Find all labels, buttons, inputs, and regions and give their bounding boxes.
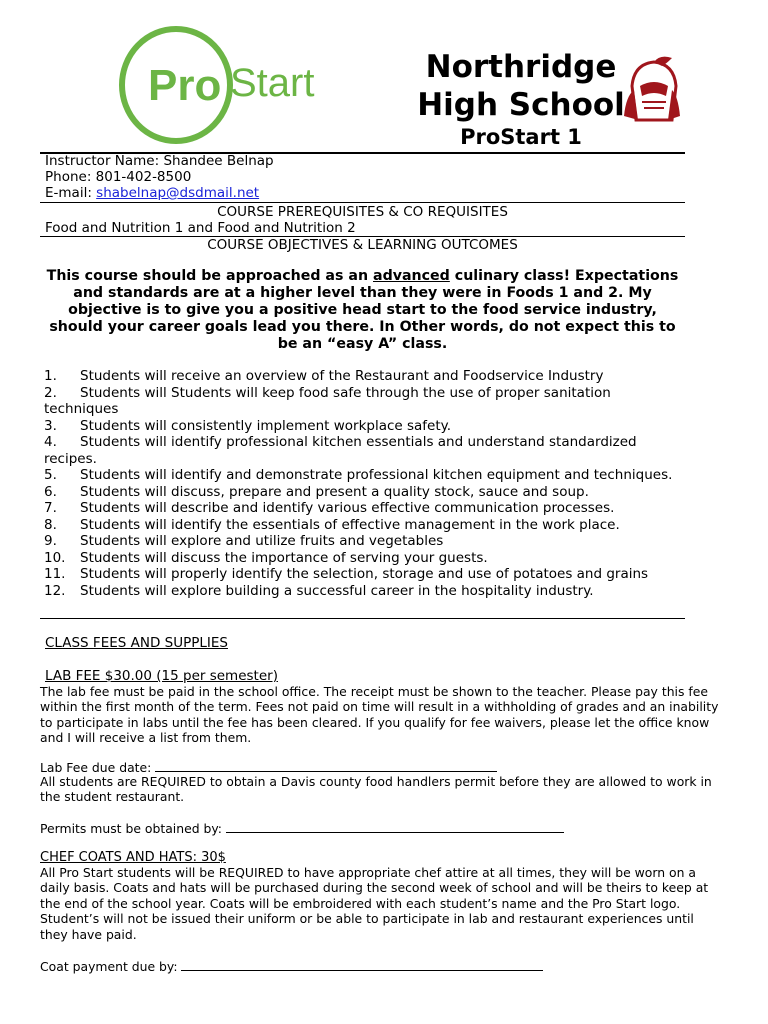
instructor-name: Instructor Name: Shandee Belnap bbox=[45, 153, 274, 169]
logo-start-text: Start bbox=[230, 61, 315, 105]
divider bbox=[40, 618, 685, 619]
knight-mascot-icon bbox=[620, 56, 684, 126]
objective-text: Students will discuss, prepare and present a quality stock, sauce and soup. bbox=[80, 483, 589, 500]
objectives-heading: COURSE OBJECTIVES & LEARNING OUTCOMES bbox=[207, 237, 518, 253]
email-link[interactable]: shabelnap@dsdmail.net bbox=[96, 185, 260, 201]
objective-text: Students will explore building a successful career in the hospitality industry. bbox=[80, 582, 594, 599]
coat-payment-blank bbox=[181, 958, 543, 971]
school-line-2: High School bbox=[417, 87, 625, 123]
objective-item bbox=[44, 385, 684, 418]
objective-number: 11. bbox=[44, 566, 66, 582]
school-title bbox=[404, 48, 638, 124]
objective-item bbox=[44, 517, 684, 534]
objective-item bbox=[44, 434, 684, 467]
intro-text: This course should be approached as an bbox=[46, 268, 373, 284]
objective-number: 3. bbox=[44, 417, 57, 434]
objective-text: Students will identify and demonstrate professional kitchen equipment and techniques. bbox=[80, 467, 673, 483]
objective-number: 10. bbox=[44, 549, 66, 566]
lab-fee-heading: LAB FEE $30.00 (15 per semester) bbox=[45, 668, 278, 684]
objective-item bbox=[44, 550, 684, 567]
coats-heading: CHEF COATS AND HATS: 30$ bbox=[40, 850, 226, 865]
permits-line bbox=[40, 820, 725, 836]
objective-item bbox=[44, 583, 684, 600]
objective-number: 2. bbox=[44, 384, 57, 401]
objective-text: Students will identify the essentials of effective management in the work place. bbox=[80, 516, 620, 533]
coat-payment-line bbox=[40, 958, 725, 974]
lab-fee-text: The lab fee must be paid in the school office. The receipt must be shown to the teacher. Please pay this fee within the first month of the term. Fees not paid on time will result in a withholding of grades and an inability to participate in labs until the fee has been cleared. If you qualify for fee waivers, please let the office know and I will receive a list from them. bbox=[40, 684, 719, 746]
objective-item bbox=[44, 418, 684, 435]
email-label: E-mail: bbox=[45, 185, 97, 201]
coats-text: All Pro Start students will be REQUIRED to have appropriate chef attire at all times, they will be worn on a daily basis. Coats and hats will be purchased during the second week of school and will be theirs to keep at the end of the school year. Coats will be embroidered with each student’s name and the Pro Start logo. Student’s will not be issued their uniform or be able to participate in lab and restaurant experiences until they have paid. bbox=[40, 865, 709, 942]
objective-item bbox=[44, 533, 684, 550]
instructor-phone: Phone: 801-402-8500 bbox=[45, 169, 192, 185]
objective-item bbox=[44, 484, 684, 501]
objective-text: Students will Students will keep food safe through the use of proper sanitation techniques bbox=[44, 384, 611, 417]
course-title: ProStart 1 bbox=[460, 125, 582, 149]
objective-number: 9. bbox=[44, 533, 57, 549]
objective-number: 5. bbox=[44, 467, 57, 483]
objective-item bbox=[44, 566, 684, 583]
objective-text: Students will consistently implement workplace safety. bbox=[80, 417, 452, 434]
prostart-logo bbox=[116, 24, 342, 146]
objective-text: Students will receive an overview of the Restaurant and Foodservice Industry bbox=[80, 368, 604, 384]
objective-number: 4. bbox=[44, 434, 57, 450]
objective-item bbox=[44, 368, 684, 385]
instructor-email-line bbox=[45, 185, 259, 201]
objective-text: Students will explore and utilize fruits and vegetables bbox=[80, 533, 444, 549]
coat-payment-label: Coat payment due by: bbox=[40, 959, 178, 974]
objective-text: Students will discuss the importance of serving your guests. bbox=[80, 549, 488, 566]
intro-text: culinary class! Expectations and standards are at a higher level than they were in Foods 1 and 2. My objective is to give you a positive head start to the food service industry, should your career goals lead you there. In Other words, do not expect this to be an “easy A” class. bbox=[49, 268, 679, 352]
objective-text: Students will describe and identify various effective communication processes. bbox=[80, 500, 615, 516]
permit-text: All students are REQUIRED to obtain a Davis county food handlers permit before they are allowed to work in the student restaurant. bbox=[40, 774, 712, 805]
course-intro bbox=[40, 268, 685, 353]
divider bbox=[40, 202, 685, 203]
lab-fee-due-label: Lab Fee due date: bbox=[40, 760, 152, 775]
objective-number: 8. bbox=[44, 516, 57, 533]
school-line-1: Northridge bbox=[425, 49, 617, 85]
permits-blank bbox=[226, 820, 564, 833]
prerequisites-heading: COURSE PREREQUISITES & CO REQUISITES bbox=[217, 204, 508, 220]
objectives-list bbox=[44, 368, 684, 599]
logo-pro-text: Pro bbox=[148, 61, 222, 110]
prerequisites-text: Food and Nutrition 1 and Food and Nutrition 2 bbox=[45, 220, 356, 236]
objective-number: 6. bbox=[44, 483, 57, 500]
objective-text: Students will properly identify the selection, storage and use of potatoes and grains bbox=[80, 566, 649, 582]
objective-number: 1. bbox=[44, 368, 57, 384]
lab-fee-due-line bbox=[40, 759, 725, 775]
permits-label: Permits must be obtained by: bbox=[40, 821, 222, 836]
intro-emphasis: advanced bbox=[373, 268, 450, 284]
objective-number: 7. bbox=[44, 500, 57, 516]
lab-fee-due-blank bbox=[155, 759, 497, 772]
objective-item bbox=[44, 467, 684, 484]
objective-number: 12. bbox=[44, 582, 66, 599]
objective-item bbox=[44, 500, 684, 517]
objective-text: Students will identify professional kitchen essentials and understand standardized recipes. bbox=[44, 434, 637, 467]
fees-heading: CLASS FEES AND SUPPLIES bbox=[45, 635, 228, 651]
